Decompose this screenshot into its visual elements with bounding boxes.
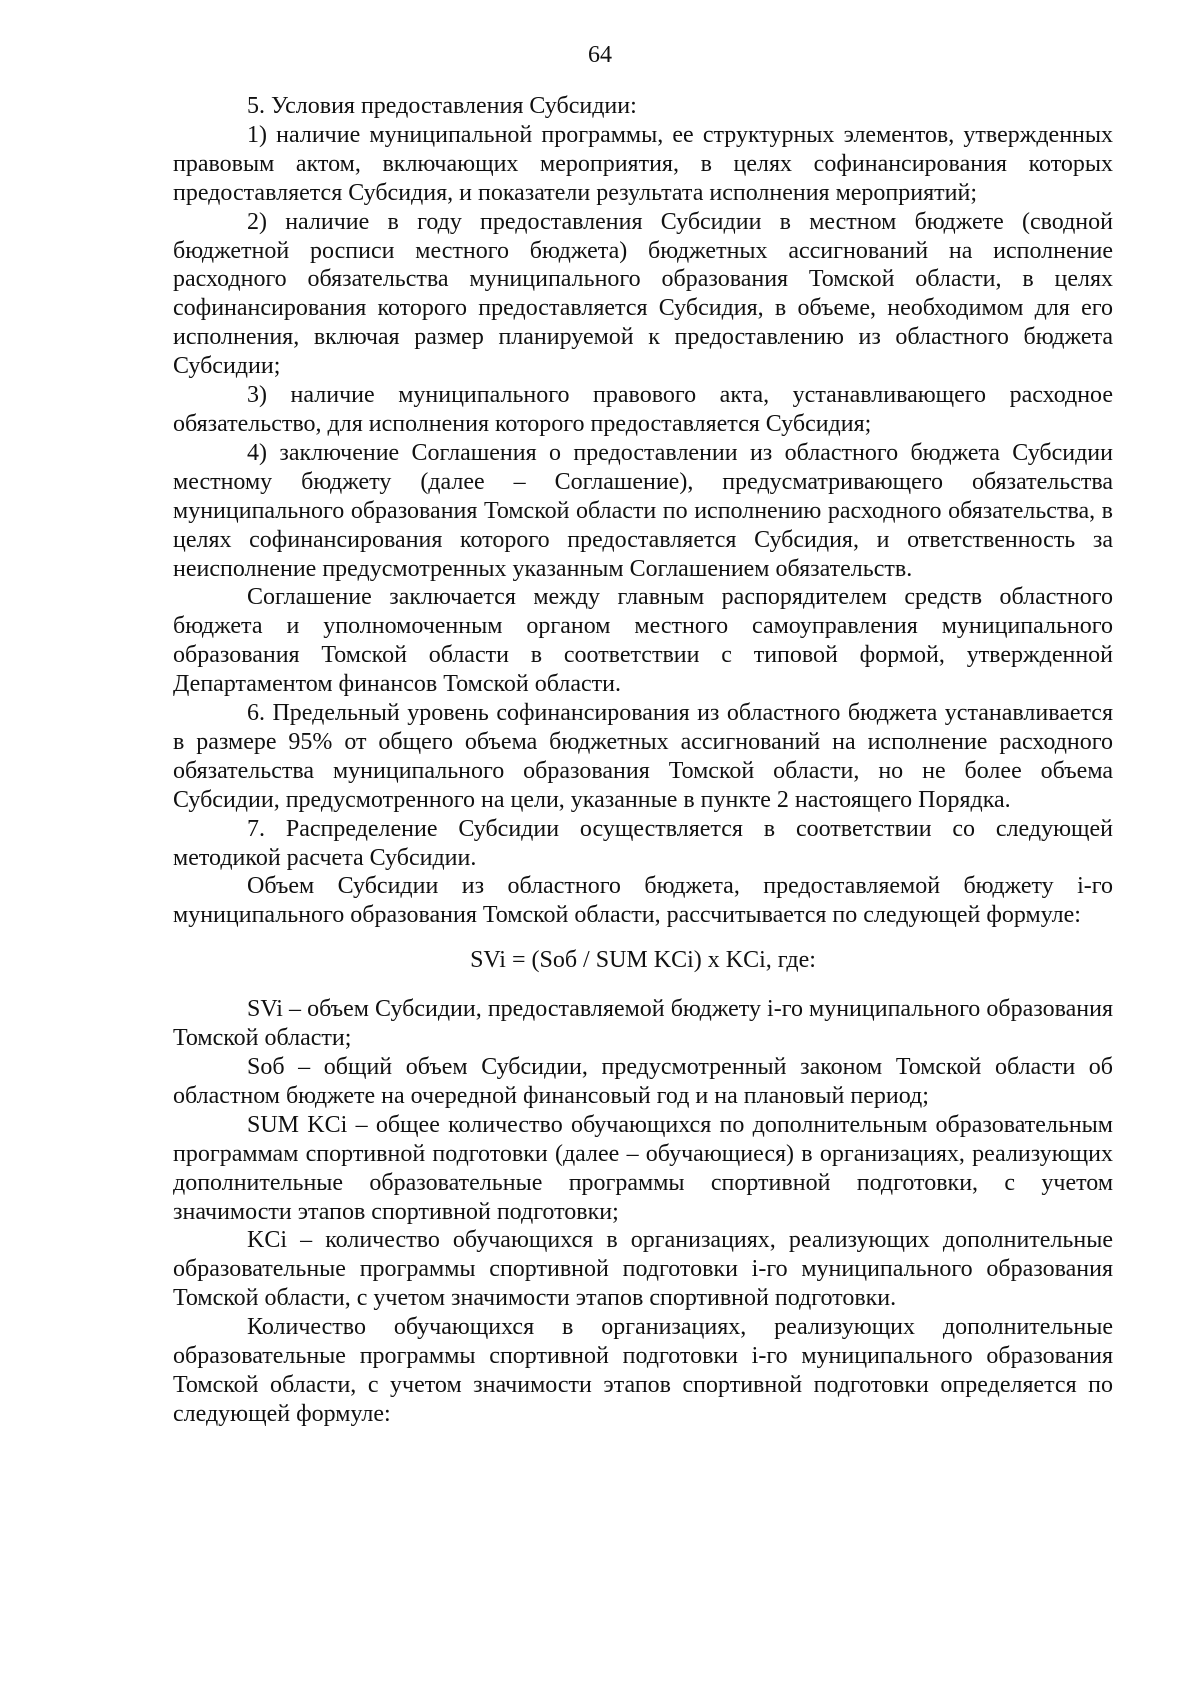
condition-4-paragraph: 4) заключение Соглашения о предоставлении из областного бюджета Субсидии местному бюджету (далее – Соглашение), предусматривающего обязательства муниципального образования Томской области по исполнению расходного обязательства, в целях софинансирования которого предоставляется Субсидия, и ответственность за неисполнение предусмотренных указанным Соглашением обязательств. — [173, 439, 1113, 582]
page-number: 64 — [588, 42, 612, 68]
condition-3-paragraph: 3) наличие муниципального правового акта, устанавливающего расходное обязательство, для исполнения которого предоставляется Субсидия; — [173, 382, 1113, 437]
definition-kci: KCi – количество обучающихся в организациях, реализующих дополнительные образовательные программы спортивной подготовки i-го муниципального образования Томской области, с учетом значимости этапов спортивной подготовки. — [173, 1227, 1113, 1312]
section-5-heading: 5. Условия предоставления Субсидии: — [247, 93, 637, 119]
definition-svi: SVi – объем Субсидии, предоставляемой бюджету i-го муниципального образования Томской области; — [173, 996, 1113, 1052]
subsidy-volume-paragraph: Объем Субсидии из областного бюджета, предоставляемой бюджету i-го муниципального образования Томской области, рассчитывается по следующей формуле: — [173, 873, 1113, 929]
subsidy-formula: SVi = (Sоб / SUM KCi) x KCi, где: — [470, 947, 816, 974]
definition-sob: Sоб – общий объем Субсидии, предусмотренный законом Томской области об областном бюджете на очередной финансовый год и на плановый период; — [173, 1054, 1113, 1109]
section-7-paragraph: 7. Распределение Субсидии осуществляется в соответствии со следующей методикой расчета Субсидии. — [173, 815, 1113, 871]
section-6-paragraph: 6. Предельный уровень софинансирования из областного бюджета устанавливается в размере 95% от общего объема бюджетных ассигнований на исполнение расходного обязательства муниципального образования Томской области, но не более объема Субсидии, предусмотренного на цели, указанные в пункте 2 настоящего Порядка. — [173, 700, 1113, 813]
agreement-paragraph: Соглашение заключается между главным распорядителем средств областного бюджета и уполномоченным органом местного самоуправления муниципального образования Томской области в соответствии с типовой формой, утвержденной Департаментом финансов Томской области. — [173, 584, 1113, 698]
condition-2-paragraph: 2) наличие в году предоставления Субсидии в местном бюджете (сводной бюджетной росписи местного бюджета) бюджетных ассигнований на исполнение расходного обязательства муниципального образования Томской области, в целях софинансирования которого предоставляется Субсидия, в объеме, необходимом для его исполнения, включая размер планируемой к предоставлению из областного бюджета Субсидии; — [173, 208, 1113, 380]
condition-1-paragraph: 1) наличие муниципальной программы, ее структурных элементов, утвержденных правовым актом, включающих мероприятия, в целях софинансирования которых предоставляется Субсидия, и показатели результата исполнения мероприятий; — [173, 121, 1113, 206]
students-count-paragraph: Количество обучающихся в организациях, реализующих дополнительные образовательные программы спортивной подготовки i-го муниципального образования Томской области, с учетом значимости этапов спортивной подготовки определяется по следующей формуле: — [173, 1314, 1113, 1427]
definition-sum-kci: SUM KCi – общее количество обучающихся по дополнительным образовательным программам спортивной подготовки (далее – обучающиеся) в организациях, реализующих дополнительные образовательные программы спортивной подготовки, с учетом значимости этапов спортивной подготовки; — [173, 1111, 1113, 1225]
document-body — [173, 92, 1113, 1429]
